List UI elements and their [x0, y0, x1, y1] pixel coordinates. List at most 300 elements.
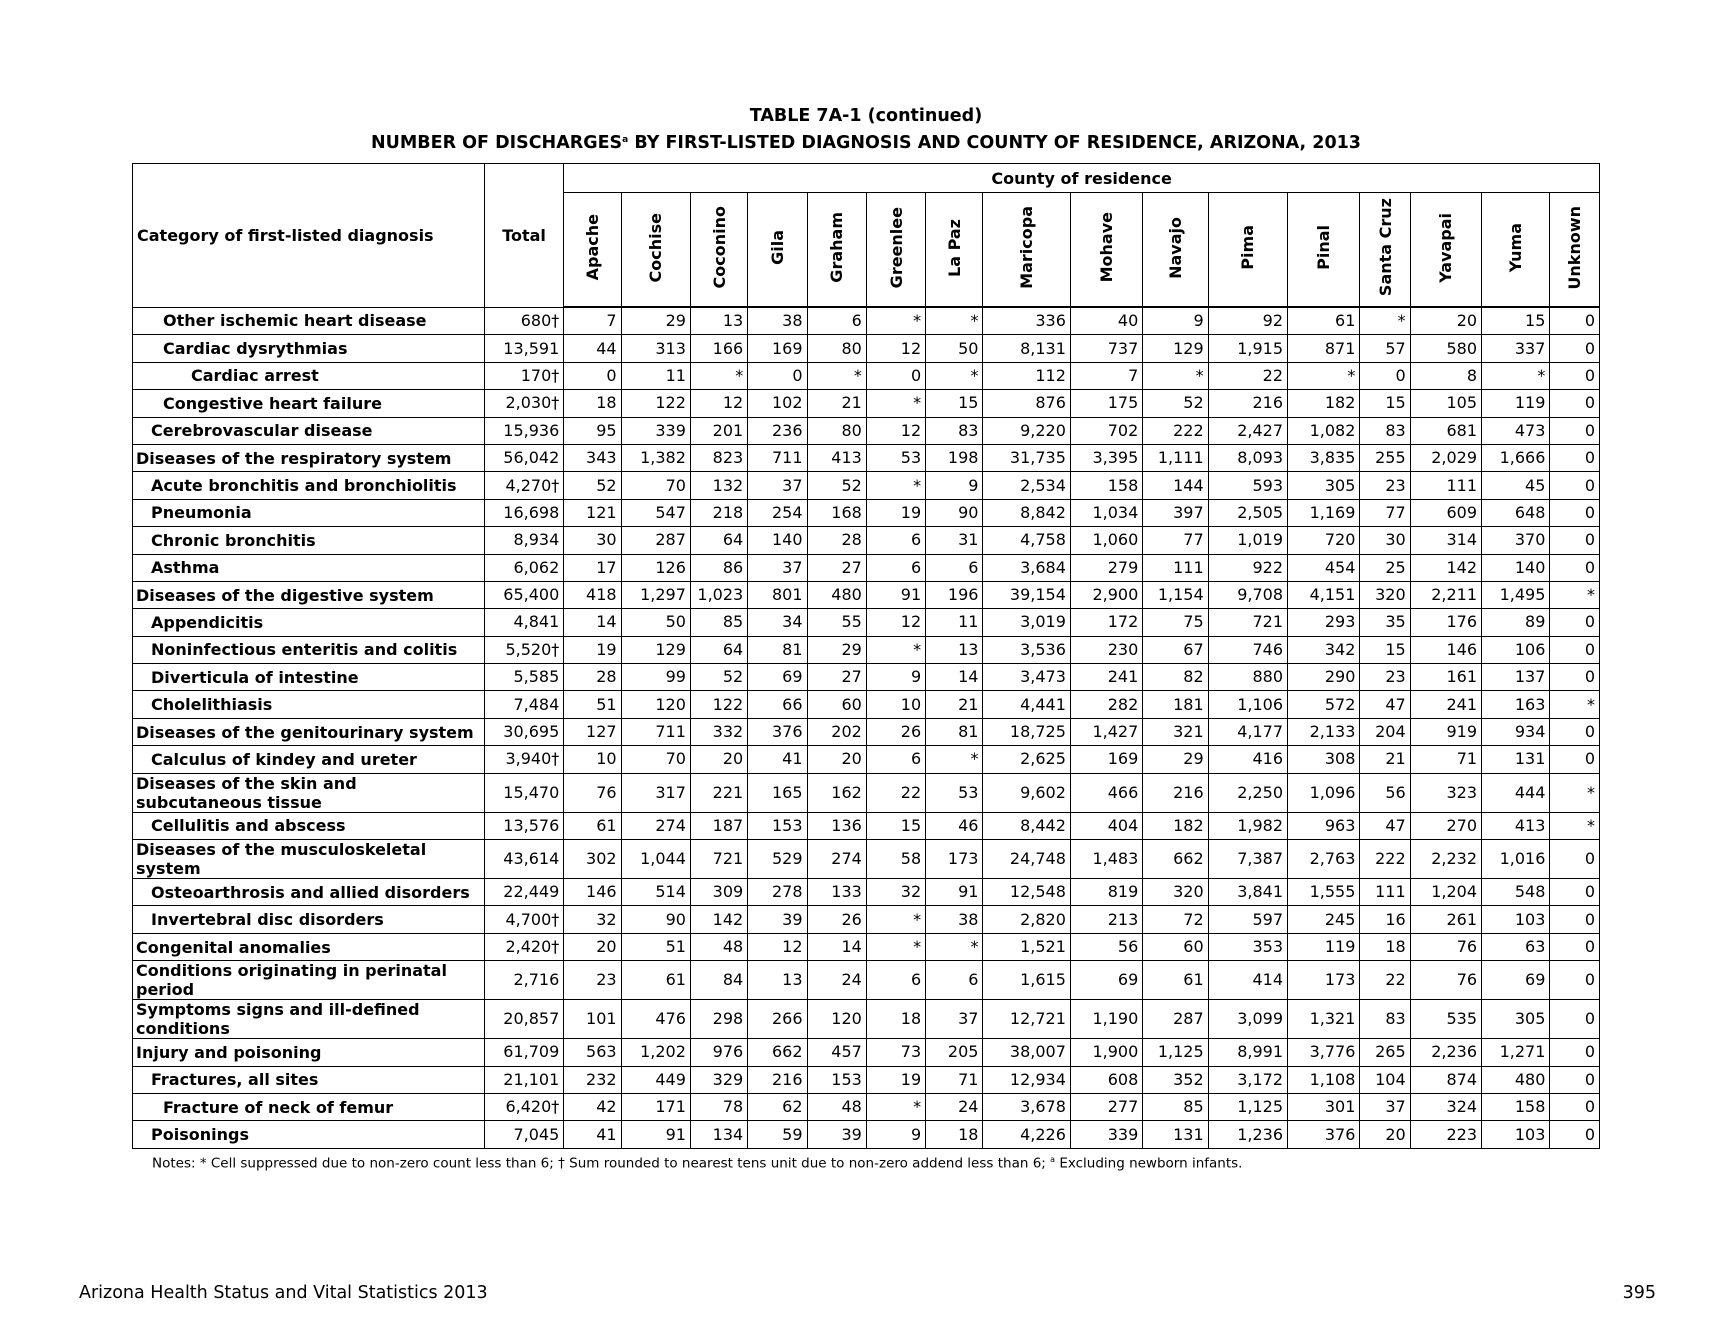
- county-value-cell: 293: [1288, 609, 1360, 636]
- table-row: [133, 335, 1600, 362]
- county-name: Navajo: [1165, 216, 1185, 279]
- county-value-cell: 137: [1482, 664, 1550, 691]
- county-value-cell: 711: [621, 718, 690, 745]
- county-value-cell: 216: [748, 1066, 807, 1093]
- county-value-cell: 37: [1360, 1093, 1410, 1120]
- table-row: [133, 362, 1600, 389]
- county-value-cell: 529: [748, 840, 807, 879]
- row-label: Invertebral disc disorders: [133, 906, 485, 933]
- county-value-cell: 3,019: [983, 609, 1070, 636]
- county-value-cell: 255: [1360, 444, 1410, 471]
- table-row: [133, 554, 1600, 581]
- county-value-cell: 27: [807, 664, 866, 691]
- county-value-cell: 35: [1360, 609, 1410, 636]
- header-county: [926, 193, 983, 308]
- county-value-cell: 18: [866, 1000, 925, 1039]
- county-value-cell: 236: [748, 417, 807, 444]
- county-value-cell: 8: [1410, 362, 1481, 389]
- county-value-cell: 1,125: [1208, 1093, 1287, 1120]
- county-value-cell: 413: [1482, 812, 1550, 839]
- county-value-cell: 245: [1288, 906, 1360, 933]
- county-value-cell: 80: [807, 335, 866, 362]
- header-county: [1360, 193, 1410, 308]
- county-value-cell: 202: [807, 718, 866, 745]
- county-value-cell: 580: [1410, 335, 1481, 362]
- county-value-cell: 254: [748, 499, 807, 526]
- county-value-cell: 0: [1550, 417, 1600, 444]
- county-value-cell: 61: [1288, 307, 1360, 335]
- county-name: Yuma: [1506, 222, 1526, 273]
- county-value-cell: 47: [1360, 812, 1410, 839]
- row-total: 5,585: [484, 664, 563, 691]
- table-row: [133, 581, 1600, 608]
- county-value-cell: 173: [926, 840, 983, 879]
- county-value-cell: 1,483: [1070, 840, 1142, 879]
- row-total: 2,030†: [484, 390, 563, 417]
- county-value-cell: 51: [564, 691, 621, 718]
- county-value-cell: 120: [621, 691, 690, 718]
- row-label: Pneumonia: [133, 499, 485, 526]
- county-value-cell: 274: [621, 812, 690, 839]
- county-value-cell: 204: [1360, 718, 1410, 745]
- county-value-cell: 60: [1143, 933, 1208, 960]
- county-value-cell: 53: [866, 444, 925, 471]
- county-value-cell: 308: [1288, 746, 1360, 773]
- county-value-cell: 12: [690, 390, 747, 417]
- county-value-cell: 608: [1070, 1066, 1142, 1093]
- row-label: Diseases of the skin and subcutaneous tissue: [133, 773, 485, 812]
- row-label: Cardiac dysrythmias: [133, 335, 485, 362]
- row-label: Congestive heart failure: [133, 390, 485, 417]
- county-value-cell: *: [1550, 581, 1600, 608]
- county-value-cell: 72: [1143, 906, 1208, 933]
- county-value-cell: 126: [621, 554, 690, 581]
- row-label: Appendicitis: [133, 609, 485, 636]
- county-value-cell: 1,082: [1288, 417, 1360, 444]
- county-value-cell: 70: [621, 746, 690, 773]
- county-value-cell: 105: [1410, 390, 1481, 417]
- table-row: [133, 499, 1600, 526]
- header-county: [866, 193, 925, 308]
- county-value-cell: 146: [564, 879, 621, 906]
- county-value-cell: 168: [807, 499, 866, 526]
- county-value-cell: *: [866, 933, 925, 960]
- county-value-cell: 313: [621, 335, 690, 362]
- county-value-cell: 55: [807, 609, 866, 636]
- header-county: [1410, 193, 1481, 308]
- county-value-cell: 12: [748, 933, 807, 960]
- county-value-cell: 662: [748, 1039, 807, 1066]
- county-value-cell: 454: [1288, 554, 1360, 581]
- county-value-cell: 169: [1070, 746, 1142, 773]
- county-value-cell: 134: [690, 1121, 747, 1148]
- county-value-cell: 457: [807, 1039, 866, 1066]
- county-value-cell: 20: [1360, 1121, 1410, 1148]
- county-value-cell: 223: [1410, 1121, 1481, 1148]
- county-value-cell: 2,250: [1208, 773, 1287, 812]
- county-value-cell: 277: [1070, 1093, 1142, 1120]
- county-value-cell: 0: [1550, 472, 1600, 499]
- county-value-cell: 0: [1550, 1000, 1600, 1039]
- county-value-cell: 216: [1143, 773, 1208, 812]
- county-name: Graham: [827, 212, 847, 283]
- county-value-cell: 2,232: [1410, 840, 1481, 879]
- county-value-cell: 880: [1208, 664, 1287, 691]
- county-value-cell: 29: [807, 636, 866, 663]
- county-value-cell: 71: [926, 1066, 983, 1093]
- county-value-cell: 38: [748, 307, 807, 335]
- county-value-cell: 290: [1288, 664, 1360, 691]
- county-value-cell: 416: [1208, 746, 1287, 773]
- county-value-cell: 142: [1410, 554, 1481, 581]
- row-label: Diseases of the musculoskeletal system: [133, 840, 485, 879]
- county-value-cell: 99: [621, 664, 690, 691]
- county-value-cell: 14: [926, 664, 983, 691]
- county-value-cell: 721: [690, 840, 747, 879]
- county-value-cell: 321: [1143, 718, 1208, 745]
- publication-footer: Arizona Health Status and Vital Statistics 2013: [79, 1283, 488, 1303]
- county-value-cell: 19: [866, 499, 925, 526]
- row-label: Symptoms signs and ill-defined conditions: [133, 1000, 485, 1039]
- county-value-cell: 218: [690, 499, 747, 526]
- row-total: 680†: [484, 307, 563, 335]
- county-value-cell: 332: [690, 718, 747, 745]
- county-value-cell: 4,177: [1208, 718, 1287, 745]
- county-value-cell: 819: [1070, 879, 1142, 906]
- county-value-cell: 76: [1410, 933, 1481, 960]
- county-value-cell: 305: [1482, 1000, 1550, 1039]
- county-name: Yavapai: [1436, 212, 1456, 283]
- county-value-cell: 282: [1070, 691, 1142, 718]
- header-county: [807, 193, 866, 308]
- county-value-cell: 213: [1070, 906, 1142, 933]
- county-value-cell: 1,019: [1208, 527, 1287, 554]
- county-value-cell: 2,505: [1208, 499, 1287, 526]
- row-label: Diverticula of intestine: [133, 664, 485, 691]
- title-text: NUMBER OF DISCHARGES: [371, 133, 623, 153]
- county-value-cell: 111: [1360, 879, 1410, 906]
- county-value-cell: 91: [866, 581, 925, 608]
- county-value-cell: 31,735: [983, 444, 1070, 471]
- county-value-cell: 23: [564, 961, 621, 1000]
- county-value-cell: 83: [926, 417, 983, 444]
- county-value-cell: 0: [1550, 362, 1600, 389]
- county-value-cell: 146: [1410, 636, 1481, 663]
- county-value-cell: 15: [1482, 307, 1550, 335]
- county-value-cell: 119: [1288, 933, 1360, 960]
- county-value-cell: 104: [1360, 1066, 1410, 1093]
- county-value-cell: 1,190: [1070, 1000, 1142, 1039]
- county-value-cell: 0: [1550, 499, 1600, 526]
- county-value-cell: 3,172: [1208, 1066, 1287, 1093]
- row-total: 15,936: [484, 417, 563, 444]
- county-value-cell: *: [807, 362, 866, 389]
- county-value-cell: 1,915: [1208, 335, 1287, 362]
- county-value-cell: 0: [1550, 718, 1600, 745]
- county-value-cell: 0: [866, 362, 925, 389]
- county-value-cell: 40: [1070, 307, 1142, 335]
- county-value-cell: 24,748: [983, 840, 1070, 879]
- county-value-cell: *: [866, 390, 925, 417]
- county-value-cell: 95: [564, 417, 621, 444]
- table-title-line2: [132, 128, 1600, 155]
- county-value-cell: 28: [564, 664, 621, 691]
- county-value-cell: 172: [1070, 609, 1142, 636]
- county-value-cell: 71: [1410, 746, 1481, 773]
- county-value-cell: 103: [1482, 906, 1550, 933]
- county-value-cell: 165: [748, 773, 807, 812]
- county-value-cell: 51: [621, 933, 690, 960]
- county-value-cell: 12,548: [983, 879, 1070, 906]
- county-value-cell: 6: [807, 307, 866, 335]
- county-name: Greenlee: [886, 206, 906, 289]
- county-value-cell: 37: [926, 1000, 983, 1039]
- county-value-cell: 24: [926, 1093, 983, 1120]
- county-value-cell: 1,125: [1143, 1039, 1208, 1066]
- table-row: [133, 812, 1600, 839]
- county-value-cell: 85: [690, 609, 747, 636]
- notes-text-rest: Excluding newborn infants.: [1055, 1155, 1243, 1172]
- county-value-cell: 514: [621, 879, 690, 906]
- county-value-cell: 1,521: [983, 933, 1070, 960]
- county-value-cell: 90: [621, 906, 690, 933]
- county-value-cell: 3,678: [983, 1093, 1070, 1120]
- county-value-cell: 64: [690, 527, 747, 554]
- county-value-cell: 1,111: [1143, 444, 1208, 471]
- county-value-cell: 9: [1143, 307, 1208, 335]
- row-total: 2,420†: [484, 933, 563, 960]
- county-value-cell: *: [1288, 362, 1360, 389]
- county-value-cell: 22: [866, 773, 925, 812]
- county-value-cell: 80: [807, 417, 866, 444]
- county-value-cell: 39: [807, 1121, 866, 1148]
- county-value-cell: 53: [926, 773, 983, 812]
- header-category: Category of first-listed diagnosis: [133, 164, 485, 308]
- county-value-cell: 2,625: [983, 746, 1070, 773]
- county-value-cell: *: [1550, 812, 1600, 839]
- table-row: [133, 879, 1600, 906]
- row-label: Cellulitis and abscess: [133, 812, 485, 839]
- county-value-cell: 0: [1550, 664, 1600, 691]
- county-value-cell: 648: [1482, 499, 1550, 526]
- table-row: [133, 444, 1600, 471]
- row-label: Other ischemic heart disease: [133, 307, 485, 335]
- county-value-cell: 69: [1482, 961, 1550, 1000]
- header-county: [983, 193, 1070, 308]
- county-value-cell: 0: [1550, 554, 1600, 581]
- county-name: Apache: [582, 214, 602, 281]
- table-row: [133, 664, 1600, 691]
- county-name: Coconino: [709, 206, 729, 289]
- county-value-cell: 18,725: [983, 718, 1070, 745]
- county-value-cell: 418: [564, 581, 621, 608]
- row-label: Calculus of kindey and ureter: [133, 746, 485, 773]
- county-value-cell: 106: [1482, 636, 1550, 663]
- county-value-cell: 0: [1550, 390, 1600, 417]
- row-label: Diseases of the digestive system: [133, 581, 485, 608]
- county-value-cell: 92: [1208, 307, 1287, 335]
- county-value-cell: 30: [1360, 527, 1410, 554]
- county-value-cell: 0: [1550, 746, 1600, 773]
- county-value-cell: 129: [621, 636, 690, 663]
- county-value-cell: 298: [690, 1000, 747, 1039]
- county-value-cell: 0: [1550, 1039, 1600, 1066]
- county-value-cell: *: [926, 746, 983, 773]
- county-value-cell: 6: [866, 527, 925, 554]
- county-value-cell: 73: [866, 1039, 925, 1066]
- county-value-cell: 12: [866, 417, 925, 444]
- county-value-cell: 547: [621, 499, 690, 526]
- row-total: 5,520†: [484, 636, 563, 663]
- county-value-cell: 198: [926, 444, 983, 471]
- county-value-cell: 1,034: [1070, 499, 1142, 526]
- county-value-cell: 1,555: [1288, 879, 1360, 906]
- county-value-cell: 320: [1143, 879, 1208, 906]
- county-value-cell: 15: [866, 812, 925, 839]
- county-value-cell: 133: [807, 879, 866, 906]
- county-value-cell: 919: [1410, 718, 1481, 745]
- county-name: Santa Cruz: [1375, 198, 1395, 297]
- county-value-cell: 9: [866, 664, 925, 691]
- county-value-cell: 166: [690, 335, 747, 362]
- table-row: [133, 1039, 1600, 1066]
- county-value-cell: 37: [748, 472, 807, 499]
- table-row: [133, 527, 1600, 554]
- county-value-cell: 8,442: [983, 812, 1070, 839]
- county-value-cell: 32: [866, 879, 925, 906]
- notes-text: Notes: * Cell suppressed due to non-zero count less than 6; † Sum rounded to nearest tens unit due to non-zero addend less than 6;: [152, 1155, 1051, 1172]
- county-value-cell: 161: [1410, 664, 1481, 691]
- county-value-cell: 140: [1482, 554, 1550, 581]
- county-value-cell: 0: [1550, 1066, 1600, 1093]
- county-value-cell: 1,900: [1070, 1039, 1142, 1066]
- row-total: 2,716: [484, 961, 563, 1000]
- county-value-cell: 121: [564, 499, 621, 526]
- county-value-cell: 0: [1550, 961, 1600, 1000]
- county-value-cell: 136: [807, 812, 866, 839]
- county-value-cell: 46: [926, 812, 983, 839]
- county-value-cell: 84: [690, 961, 747, 1000]
- county-value-cell: 66: [748, 691, 807, 718]
- county-value-cell: 11: [621, 362, 690, 389]
- county-value-cell: 2,534: [983, 472, 1070, 499]
- table-title: [132, 104, 1600, 155]
- county-value-cell: 314: [1410, 527, 1481, 554]
- row-total: 13,576: [484, 812, 563, 839]
- county-value-cell: *: [926, 933, 983, 960]
- header-county: [1208, 193, 1287, 308]
- county-value-cell: 27: [807, 554, 866, 581]
- county-value-cell: 111: [1410, 472, 1481, 499]
- county-value-cell: 339: [1070, 1121, 1142, 1148]
- county-value-cell: 702: [1070, 417, 1142, 444]
- county-value-cell: 41: [564, 1121, 621, 1148]
- county-name: La Paz: [944, 218, 964, 277]
- county-value-cell: 1,236: [1208, 1121, 1287, 1148]
- county-value-cell: 23: [1360, 664, 1410, 691]
- county-value-cell: 63: [1482, 933, 1550, 960]
- county-value-cell: 19: [564, 636, 621, 663]
- county-value-cell: 131: [1143, 1121, 1208, 1148]
- county-value-cell: 444: [1482, 773, 1550, 812]
- table-row: [133, 718, 1600, 745]
- county-value-cell: 56: [1070, 933, 1142, 960]
- county-value-cell: 10: [866, 691, 925, 718]
- county-value-cell: 122: [690, 691, 747, 718]
- row-total: 16,698: [484, 499, 563, 526]
- table-row: [133, 961, 1600, 1000]
- county-value-cell: 83: [1360, 417, 1410, 444]
- county-value-cell: 201: [690, 417, 747, 444]
- county-value-cell: 1,023: [690, 581, 747, 608]
- county-value-cell: 56: [1360, 773, 1410, 812]
- county-value-cell: 746: [1208, 636, 1287, 663]
- county-value-cell: 216: [1208, 390, 1287, 417]
- county-value-cell: 26: [866, 718, 925, 745]
- county-value-cell: 9,708: [1208, 581, 1287, 608]
- county-value-cell: 222: [1360, 840, 1410, 879]
- county-value-cell: 22: [1360, 961, 1410, 1000]
- county-value-cell: 1,982: [1208, 812, 1287, 839]
- county-value-cell: 0: [1360, 362, 1410, 389]
- county-value-cell: 279: [1070, 554, 1142, 581]
- county-value-cell: 662: [1143, 840, 1208, 879]
- table-row: [133, 746, 1600, 773]
- county-value-cell: 142: [690, 906, 747, 933]
- county-value-cell: 466: [1070, 773, 1142, 812]
- county-value-cell: 1,202: [621, 1039, 690, 1066]
- county-value-cell: 58: [866, 840, 925, 879]
- county-value-cell: 397: [1143, 499, 1208, 526]
- county-value-cell: 221: [690, 773, 747, 812]
- county-value-cell: 0: [1550, 636, 1600, 663]
- county-value-cell: 3,841: [1208, 879, 1287, 906]
- county-value-cell: 77: [1360, 499, 1410, 526]
- table-row: [133, 691, 1600, 718]
- county-value-cell: 153: [807, 1066, 866, 1093]
- county-value-cell: 75: [1143, 609, 1208, 636]
- county-value-cell: 2,427: [1208, 417, 1287, 444]
- county-value-cell: 871: [1288, 335, 1360, 362]
- county-value-cell: 13: [926, 636, 983, 663]
- county-value-cell: 29: [1143, 746, 1208, 773]
- county-value-cell: 60: [807, 691, 866, 718]
- county-value-cell: 50: [621, 609, 690, 636]
- table-row: [133, 933, 1600, 960]
- county-value-cell: 0: [1550, 1121, 1600, 1148]
- county-value-cell: 19: [866, 1066, 925, 1093]
- table-row: [133, 609, 1600, 636]
- row-label: Cerebrovascular disease: [133, 417, 485, 444]
- county-name: Mohave: [1097, 212, 1117, 283]
- county-value-cell: 176: [1410, 609, 1481, 636]
- row-label: Conditions originating in perinatal period: [133, 961, 485, 1000]
- county-value-cell: 169: [748, 335, 807, 362]
- county-value-cell: 476: [621, 1000, 690, 1039]
- county-value-cell: 16: [1360, 906, 1410, 933]
- county-value-cell: 2,211: [1410, 581, 1481, 608]
- county-value-cell: 376: [748, 718, 807, 745]
- county-value-cell: 317: [621, 773, 690, 812]
- table-notes: [152, 1155, 1242, 1172]
- county-value-cell: 39: [748, 906, 807, 933]
- county-value-cell: 1,271: [1482, 1039, 1550, 1066]
- county-value-cell: 302: [564, 840, 621, 879]
- county-value-cell: 801: [748, 581, 807, 608]
- table-row: [133, 307, 1600, 335]
- county-value-cell: 9,602: [983, 773, 1070, 812]
- county-value-cell: 34: [748, 609, 807, 636]
